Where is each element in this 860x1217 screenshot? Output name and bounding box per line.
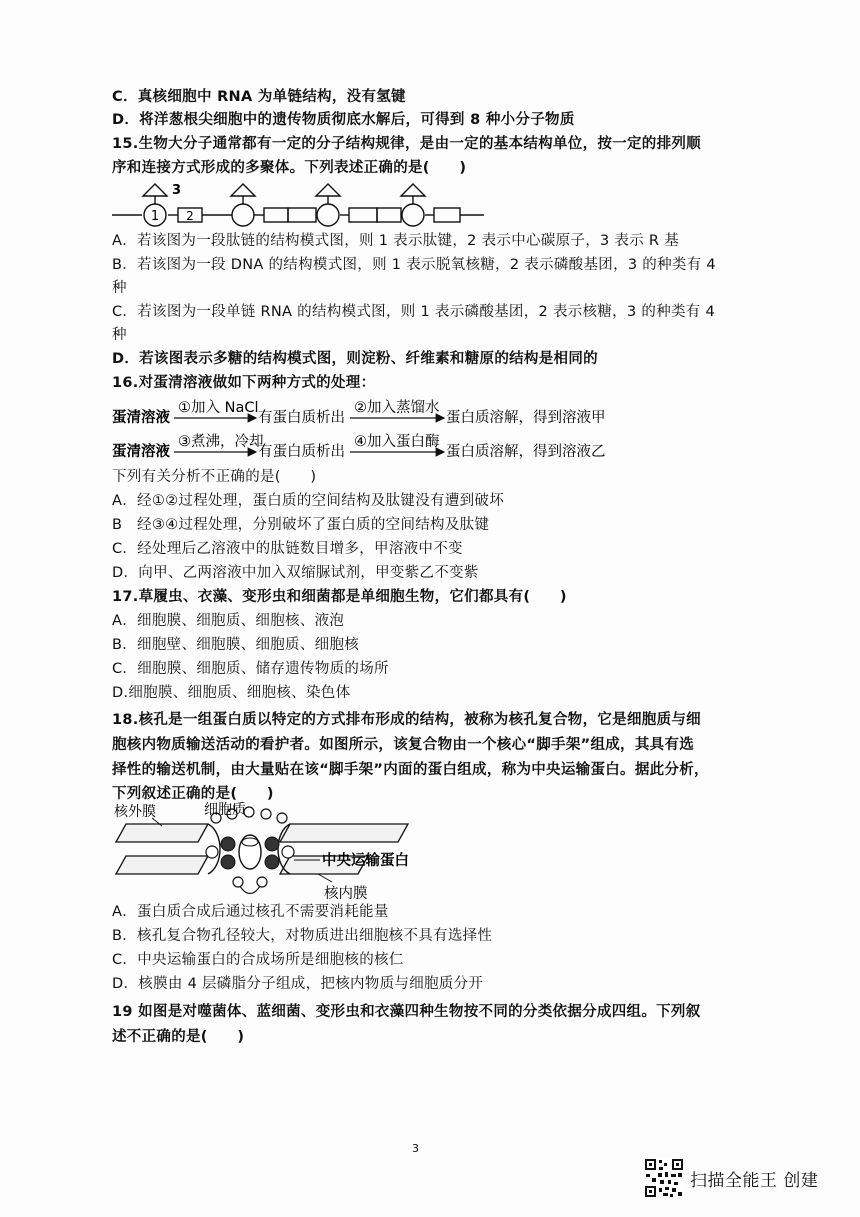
label-2: 2 — [186, 209, 194, 223]
row2-step2: ④加入蛋白酶 — [354, 434, 440, 450]
q18-option-d: D．核膜由 4 层磷脂分子组成，把核内物质与细胞质分开 — [112, 976, 484, 992]
q15-option-b-cont: 种 — [112, 280, 127, 296]
row2-step1: ③煮沸，冷却 — [178, 434, 264, 450]
q15-option-b: B．若该图为一段 DNA 的结构模式图，则 1 表示脱氧核糖，2 表示磷酸基团，3 的种类有 4 — [112, 257, 716, 273]
q17-option-c: C．细胞膜、细胞质、储存遗传物质的场所 — [112, 661, 389, 677]
q18-stem-line4: 下列叙述正确的是( ) — [112, 786, 274, 802]
row1-mid: 有蛋白质析出 — [258, 410, 345, 426]
monomer-unit — [316, 184, 340, 226]
scanner-watermark — [644, 1158, 818, 1198]
q17-option-d: D.细胞膜、细胞质、细胞核、染色体 — [112, 685, 351, 701]
label-cytoplasm: 细胞质 — [204, 802, 246, 818]
q15-stem-line2: 序和连接方式形成的多聚体。下列表述正确的是( ) — [112, 160, 467, 176]
q14-option-c: C．真核细胞中 RNA 为单链结构，没有氢键 — [112, 89, 406, 105]
row1-step1: ①加入 NaCl — [178, 400, 259, 416]
q15-option-c: C．若该图为一段单链 RNA 的结构模式图，则 1 表示磷酸基团，2 表示核糖，3 的种类有 4 — [112, 304, 716, 320]
q18-stem-line3: 择性的输送机制，由大量贴在该“脚手架”内面的蛋白组成，称为中央运输蛋白。据此分析， — [112, 762, 709, 778]
q15-option-a: A．若该图为一段肽链的结构模式图，则 1 表示肽键，2 表示中心碳原子，3 表示 R 基 — [112, 233, 680, 249]
q18-stem-line2: 胞核内物质输送活动的看护者。如图所示，该复合物由一个核心“脚手架”组成，其具有选 — [112, 737, 695, 753]
q15-option-c-cont: 种 — [112, 327, 127, 343]
row2-start: 蛋清溶液 — [112, 444, 170, 460]
q16-option-c: C．经处理后乙溶液中的肽链数目增多，甲溶液中不变 — [112, 541, 463, 557]
scanner-brand-text: 扫描全能王 创建 — [690, 1170, 819, 1191]
nuclear-pore-diagram — [112, 802, 452, 902]
monomer-unit — [401, 184, 425, 226]
label-outer-membrane: 核外膜 — [114, 804, 156, 820]
row1-start: 蛋清溶液 — [112, 410, 170, 426]
q19-stem-line2: 述不正确的是( ) — [112, 1029, 245, 1045]
label-inner-membrane: 核内膜 — [324, 886, 368, 902]
q18-stem-line1: 18.核孔是一组蛋白质以特定的方式排布形成的结构，被称为核孔复合物，它是细胞质与细 — [112, 712, 701, 728]
page-number: 3 — [412, 1142, 419, 1155]
row1-end: 蛋白质溶解，得到溶液甲 — [446, 410, 606, 426]
row1-step2: ②加入蒸馏水 — [354, 400, 440, 416]
q16-question: 下列有关分析不正确的是( ) — [112, 469, 317, 485]
q16-option-a: A．经①②过程处理，蛋白质的空间结构及肽键没有遭到破坏 — [112, 493, 505, 509]
label-1: 1 — [150, 209, 160, 224]
label-central-transport-protein: 中央运输蛋白 — [322, 853, 409, 869]
q17-option-a: A．细胞膜、细胞质、细胞核、液泡 — [112, 613, 345, 629]
q14-option-d: D．将洋葱根尖细胞中的遗传物质彻底水解后，可得到 8 种小分子物质 — [112, 112, 575, 128]
q16-option-b: B 经③④过程处理，分别破坏了蛋白质的空间结构及肽键 — [112, 517, 490, 533]
q17-stem: 17.草履虫、衣藻、变形虫和细菌都是单细胞生物，它们都具有( ) — [112, 589, 567, 605]
row2-end: 蛋白质溶解，得到溶液乙 — [446, 444, 606, 460]
qr-code-icon — [644, 1158, 684, 1198]
q18-option-b: B．核孔复合物孔径较大，对物质进出细胞核不具有选择性 — [112, 928, 493, 944]
label-3: 3 — [172, 183, 182, 198]
monomer-unit — [231, 184, 255, 226]
row2-mid: 有蛋白质析出 — [258, 444, 345, 460]
process-flow-diagram — [112, 396, 632, 466]
q15-stem-line1: 15.生物大分子通常都有一定的分子结构规律，是由一定的基本结构单位，按一定的排列顺 — [112, 136, 701, 152]
q19-stem-line1: 19 如图是对噬菌体、蓝细菌、变形虫和衣藻四种生物按不同的分类依据分成四组。下列叙 — [112, 1004, 701, 1020]
q17-option-b: B．细胞壁、细胞膜、细胞质、细胞核 — [112, 637, 360, 653]
polymer-chain-diagram — [112, 180, 532, 230]
q16-option-d: D．向甲、乙两溶液中加入双缩脲试剂，甲变紫乙不变紫 — [112, 565, 479, 581]
q18-option-c: C．中央运输蛋白的合成场所是细胞核的核仁 — [112, 952, 404, 968]
q18-option-a: A．蛋白质合成后通过核孔不需要消耗能量 — [112, 904, 389, 920]
q16-stem: 16.对蛋清溶液做如下两种方式的处理： — [112, 375, 376, 391]
q15-option-d: D．若该图表示多糖的结构模式图，则淀粉、纤维素和糖原的结构是相同的 — [112, 351, 598, 367]
